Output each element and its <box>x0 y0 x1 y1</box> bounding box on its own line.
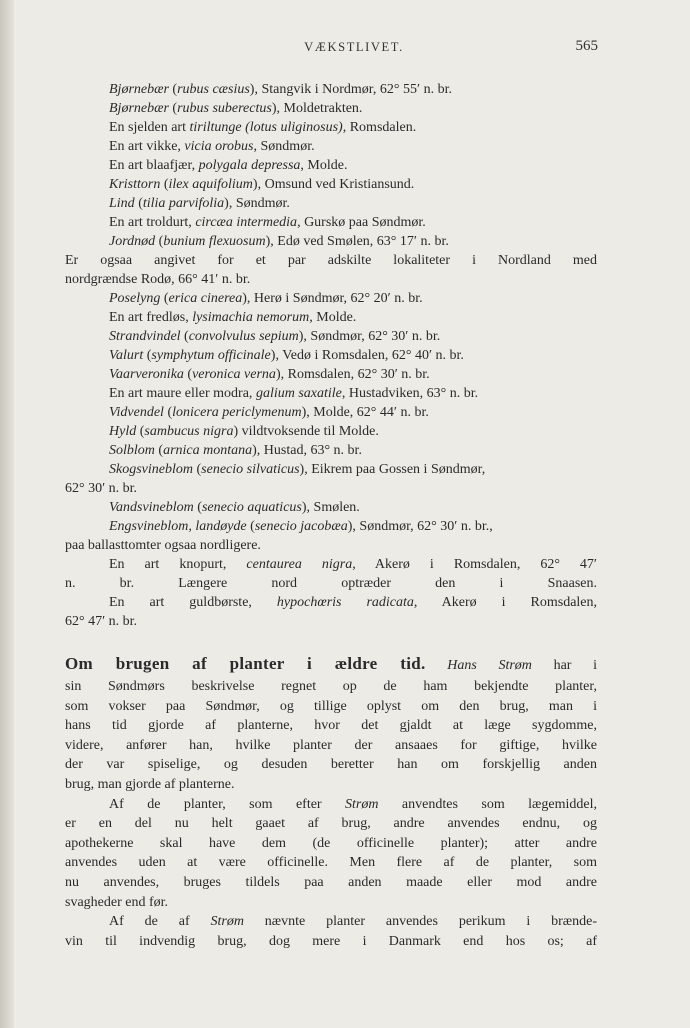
list-line: 62° 30′ n. br. <box>65 481 138 496</box>
paragraph-line: brug, man gjorde af planterne. <box>65 776 235 792</box>
paragraph-line: svagheder end før. <box>65 894 169 910</box>
list-line: En art guldbørste, hypochœris radicata, Akerø i Romsdalen, <box>109 595 598 610</box>
paragraph-line: nu anvendes, bruges tildels paa anden maade eller mod andre <box>65 874 597 890</box>
section-first-line: Om brugen af planter i ældre tid. Hans Strøm har i <box>65 654 598 673</box>
plant-entry: Kristtorn (ilex aquifolium), Omsund ved Kristiansund. <box>109 177 415 192</box>
paragraph-line: som vokser paa Søndmør, og tillige oplyst om den brug, man i <box>65 698 597 714</box>
plant-entry: Bjørnebær (rubus cæsius), Stangvik i Nordmør, 62° 55′ n. br. <box>109 82 452 97</box>
plant-entry: Valurt (symphytum officinale), Vedø i Romsdalen, 62° 40′ n. br. <box>109 348 464 363</box>
plant-entry: En sjelden art tiriltunge (lotus uliginosus), Romsdalen. <box>109 120 417 135</box>
paragraph-line: Af de af Strøm nævnte planter anvendes perikum i brænde- <box>109 914 597 930</box>
plant-entry: Vandsvineblom (senecio aquaticus), Smølen. <box>109 500 360 515</box>
plant-entry: En art vikke, vicia orobus, Søndmør. <box>109 139 315 154</box>
paragraph-line: der var spiselige, og desuden beretter han om forskjellig anden <box>65 757 597 773</box>
list-line: En art knopurt, centaurea nigra, Akerø i Romsdalen, 62° 47′ <box>109 557 597 572</box>
paragraph-line: apothekerne skal have dem (de officinelle planter); atter andre <box>65 835 597 851</box>
list-line: 62° 47′ n. br. <box>65 614 138 629</box>
plant-entry: Lind (tilia parvifolia), Søndmør. <box>109 196 290 211</box>
running-title: VÆKSTLIVET. <box>304 40 404 54</box>
section-heading: Om brugen af planter i ældre tid. <box>65 654 426 673</box>
paragraph-line: vin til indvendig brug, dog mere i Danmark end hos os; af <box>65 933 597 949</box>
plant-entry: En art troldurt, circæa intermedia, Gurskø paa Søndmør. <box>109 215 426 230</box>
paragraph-line: sin Søndmørs beskrivelse regnet op de ham bekjendte planter, <box>65 679 597 694</box>
list-line: n. br. Længere nord optræder den i Snaasen. <box>65 576 597 591</box>
plant-entry: Strandvindel (convolvulus sepium), Søndmør, 62° 30′ n. br. <box>109 329 441 344</box>
list-line: nordgrændse Rodø, 66° 41′ n. br. <box>65 272 251 287</box>
plant-entry: En art maure eller modra, galium saxatile, Hustadviken, 63° n. br. <box>109 386 479 401</box>
page-gutter <box>0 0 14 1028</box>
plant-list <box>65 80 597 631</box>
list-line: Er ogsaa angivet for et par adskilte lokaliteter i Nordland med <box>65 253 597 268</box>
plant-entry: En art blaafjær, polygala depressa, Molde. <box>109 158 348 173</box>
plant-entry: Hyld (sambucus nigra) vildtvoksende til Molde. <box>109 424 379 439</box>
plant-entry: Vidvendel (lonicera periclymenum), Molde, 62° 44′ n. br. <box>109 405 429 420</box>
plant-entry: Solblom (arnica montana), Hustad, 63° n. br. <box>109 443 362 458</box>
paragraph-line: videre, anfører han, hvilke planter der ansaaes for giftige, hvilke <box>65 737 597 753</box>
paragraph-line: Af de planter, som efter Strøm anvendtes som lægemiddel, <box>109 796 597 812</box>
list-line: paa ballasttomter ogsaa nordligere. <box>65 538 261 553</box>
page-number: 565 <box>575 38 598 54</box>
plant-entry: Vaarveronika (veronica verna), Romsdalen, 62° 30′ n. br. <box>109 367 430 382</box>
running-head <box>110 40 598 60</box>
author-name: Hans Strøm <box>447 658 532 673</box>
paragraph-line: hans tid gjorde af planterne, hvor det gjaldt at læge sygdomme, <box>65 718 597 734</box>
plant-entry: Skogsvineblom (senecio silvaticus), Eikrem paa Gossen i Søndmør, <box>109 462 486 477</box>
paragraph-line: anvendes uden at være officinelle. Men flere af de planter, som <box>65 855 597 871</box>
paragraph-line: er en del nu helt gaaet af brug, andre anvendes endnu, og <box>65 816 597 832</box>
plant-entry: Jordnød (bunium flexuosum), Edø ved Smølen, 63° 17′ n. br. <box>109 234 449 249</box>
plant-entry: Engsvineblom, landøyde (senecio jacobæa), Søndmør, 62° 30′ n. br., <box>109 519 493 534</box>
plant-entry: En art fredløs, lysimachia nemorum, Molde. <box>109 310 357 325</box>
section-old-plant-use <box>65 651 597 951</box>
plant-entry: Bjørnebær (rubus suberectus), Moldetrakten. <box>109 101 363 116</box>
plant-entry: Poselyng (erica cinerea), Herø i Søndmør, 62° 20′ n. br. <box>109 291 423 306</box>
